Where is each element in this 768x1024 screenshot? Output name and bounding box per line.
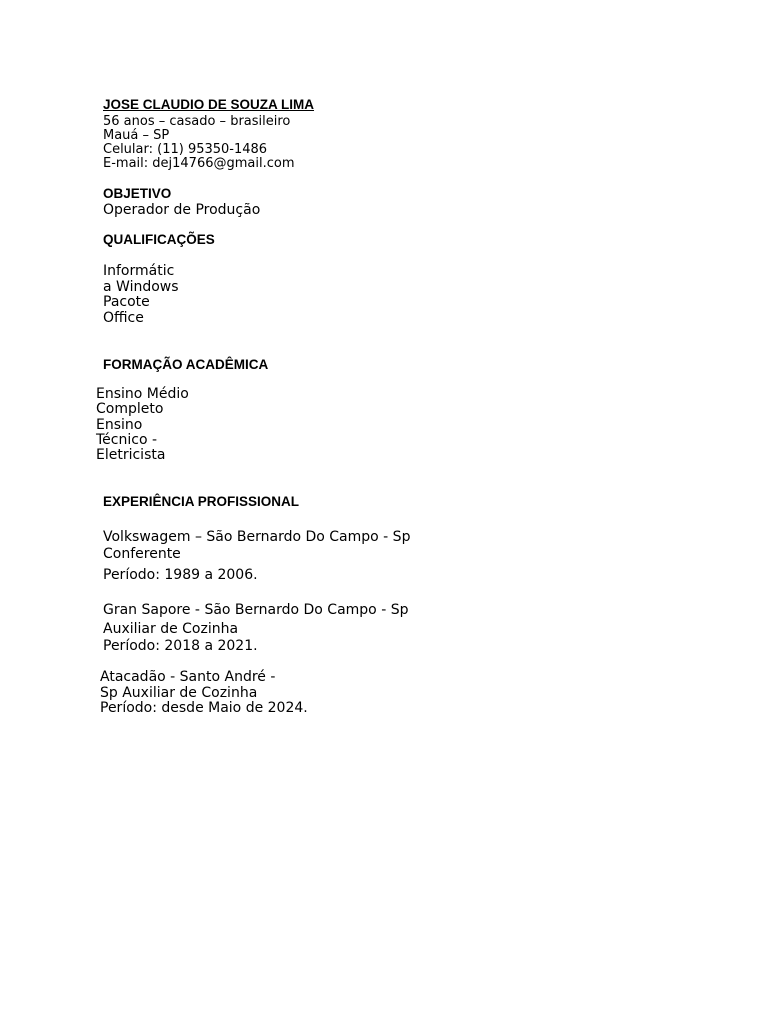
job-role: Sp Auxiliar de Cozinha xyxy=(100,685,258,701)
experiencia-heading: EXPERIÊNCIA PROFISSIONAL xyxy=(103,494,300,509)
job-role: Conferente xyxy=(103,546,181,562)
qualificacoes-line: a Windows xyxy=(103,279,179,295)
qualificacoes-line: Pacote xyxy=(103,294,150,310)
job-role: Auxiliar de Cozinha xyxy=(103,621,239,637)
job-period: Período: 1989 a 2006. xyxy=(103,567,258,583)
job-company: Volkswagem – São Bernardo Do Campo - Sp xyxy=(103,529,411,545)
formacao-line: Ensino Médio xyxy=(96,386,189,402)
formacao-line: Eletricista xyxy=(96,447,166,463)
job-period: Período: 2018 a 2021. xyxy=(103,638,258,654)
objetivo-text: Operador de Produção xyxy=(103,202,261,218)
formacao-line: Técnico - xyxy=(96,432,158,448)
phone: Celular: (11) 95350-1486 xyxy=(103,142,268,157)
job-period: Período: desde Maio de 2024. xyxy=(100,700,308,716)
qualificacoes-line: Office xyxy=(103,310,144,326)
personal-details: 56 anos – casado – brasileiro xyxy=(103,114,291,129)
formacao-heading: FORMAÇÃO ACADÊMICA xyxy=(103,357,269,372)
email: E-mail: dej14766@gmail.com xyxy=(103,156,295,171)
city: Mauá – SP xyxy=(103,128,170,143)
qualificacoes-line: Informátic xyxy=(103,263,175,279)
job-company: Gran Sapore - São Bernardo Do Campo - Sp xyxy=(103,602,409,618)
candidate-name: JOSE CLAUDIO DE SOUZA LIMA xyxy=(103,97,315,112)
job-company: Atacadão - Santo André - xyxy=(100,669,276,685)
formacao-line: Ensino xyxy=(96,417,143,433)
formacao-line: Completo xyxy=(96,401,164,417)
qualificacoes-heading: QUALIFICAÇÕES xyxy=(103,232,215,247)
objetivo-heading: OBJETIVO xyxy=(103,186,172,201)
